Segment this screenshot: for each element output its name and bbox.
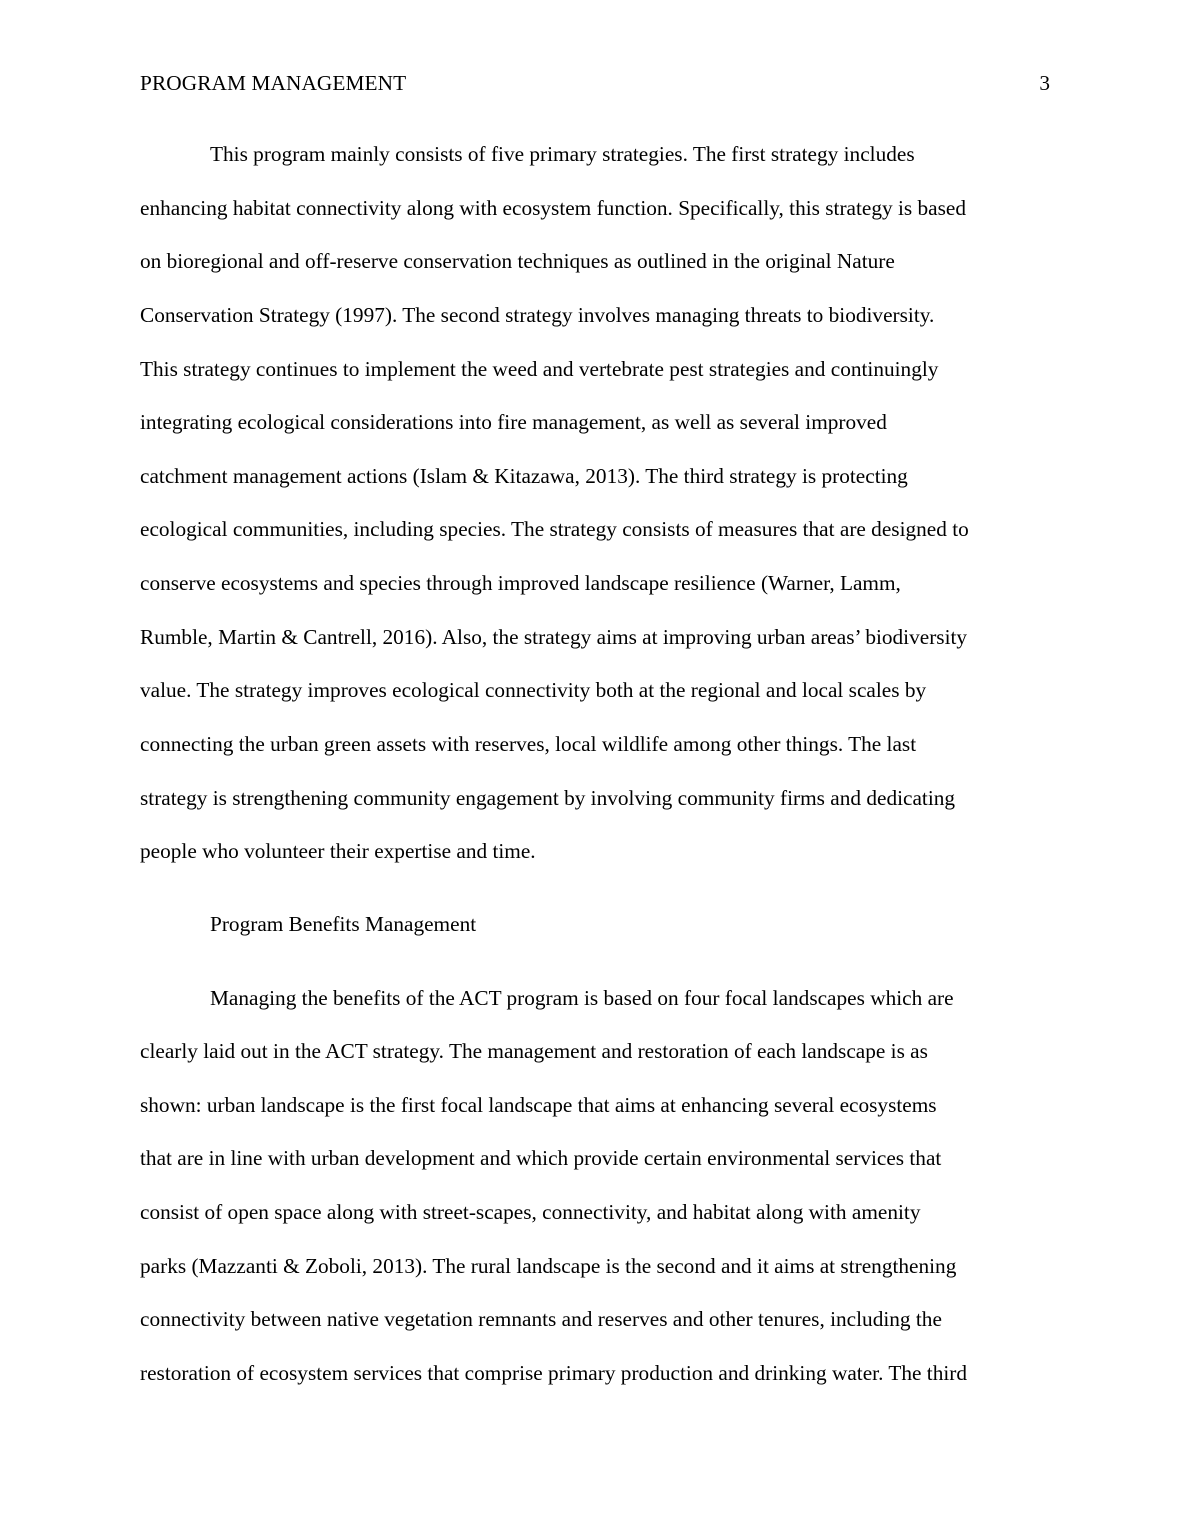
paragraph-line: Conservation Strategy (1997). The second strategy involves managing threats to biodiversity. [140, 303, 935, 327]
section-heading: Program Benefits Management [210, 912, 477, 936]
paragraph-line: connecting the urban green assets with reserves, local wildlife among other things. The last [140, 732, 917, 756]
paragraph-line: people who volunteer their expertise and time. [140, 839, 536, 863]
paragraph-line: connectivity between native vegetation remnants and reserves and other tenures, including the [140, 1307, 942, 1331]
page-number: 3 [1039, 71, 1050, 95]
paragraph-line: ecological communities, including species. The strategy consists of measures that are designed to [140, 517, 969, 541]
paragraph-line: integrating ecological considerations into fire management, as well as several improved [140, 410, 887, 434]
paragraph-line: Rumble, Martin & Cantrell, 2016). Also, the strategy aims at improving urban areas’ biodiversity [140, 625, 968, 649]
paragraph-line: This program mainly consists of five primary strategies. The first strategy includes [210, 142, 915, 166]
paragraph-line: Managing the benefits of the ACT program is based on four focal landscapes which are [210, 986, 954, 1010]
running-head: PROGRAM MANAGEMENT [140, 71, 407, 95]
paragraph-line: parks (Mazzanti & Zoboli, 2013). The rural landscape is the second and it aims at strengthening [140, 1254, 957, 1278]
paragraph-line: conserve ecosystems and species through improved landscape resilience (Warner, Lamm, [140, 571, 901, 595]
paragraph-line: catchment management actions (Islam & Kitazawa, 2013). The third strategy is protecting [140, 464, 908, 488]
paragraph-line: shown: urban landscape is the first focal landscape that aims at enhancing several ecosystems [140, 1093, 937, 1117]
paragraph-line: strategy is strengthening community engagement by involving community firms and dedicating [140, 786, 956, 810]
paragraph-line: that are in line with urban development and which provide certain environmental services that [140, 1146, 942, 1170]
paragraph-line: clearly laid out in the ACT strategy. The management and restoration of each landscape is as [140, 1039, 928, 1063]
paragraph-line: value. The strategy improves ecological connectivity both at the regional and local scales by [140, 678, 927, 702]
paragraph-line: This strategy continues to implement the weed and vertebrate pest strategies and continuingly [140, 357, 939, 381]
paragraph-line: on bioregional and off-reserve conservation techniques as outlined in the original Nature [140, 249, 895, 273]
paragraph-line: restoration of ecosystem services that comprise primary production and drinking water. The third [140, 1361, 968, 1385]
paragraph-line: consist of open space along with street-scapes, connectivity, and habitat along with amenity [140, 1200, 921, 1224]
paragraph-line: enhancing habitat connectivity along with ecosystem function. Specifically, this strategy is based [140, 196, 967, 220]
